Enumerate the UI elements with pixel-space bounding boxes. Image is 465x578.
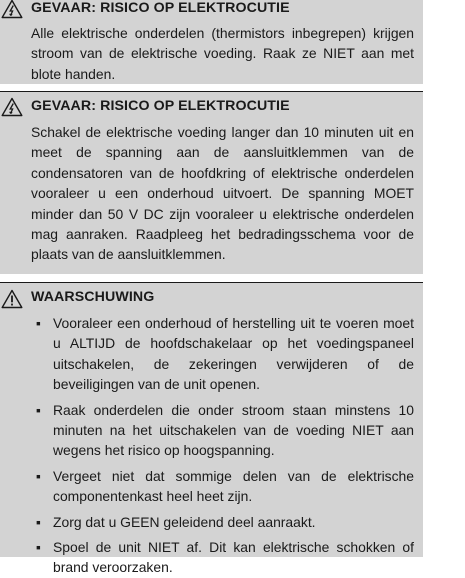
list-item — [31, 400, 414, 461]
danger-text: Schakel de elektrische voeding langer dan 10 minuten uit en meet de spanning aan de aansluitklemmen van de condensatoren van de hoofdkring of elektrische onderdelen vooraleer u een onderhoud uitvoert. De spanning MOET minder dan 50 V DC zijn vooraleer u elektrische onderdelen mag aanraken. Raadpleeg het bedradingsschema voor de plaats van de aansluitklemmen. — [31, 124, 414, 263]
list-item — [31, 313, 414, 395]
warning-title: WAARSCHUWING — [31, 289, 155, 305]
list-item-text: Vergeet niet dat sommige delen van de elektrische componentenkast heel heet zijn. — [53, 467, 414, 505]
danger-title: GEVAAR: RISICO OP ELEKTROCUTIE — [31, 0, 290, 16]
warning-list — [31, 313, 414, 578]
list-item — [31, 466, 414, 507]
danger-box-1 — [0, 0, 423, 84]
bullet-marker: ▪ — [36, 539, 41, 556]
danger-box-2 — [0, 91, 423, 274]
list-item — [31, 512, 414, 532]
list-item-text: Spoel de unit NIET af. Dit kan elektrische schokken of brand veroorzaken. — [53, 539, 414, 576]
list-item-text: Vooraleer een onderhoud of herstelling uit te voeren moet u ALTIJD de hoofdschakelaar op het voedingspaneel uitschakelen, de zekeringen verwijderen of de beveiligingen van de unit openen. — [53, 315, 414, 393]
bullet-marker: ▪ — [36, 315, 41, 331]
electrical-hazard-warning-icon — [1, 97, 23, 117]
list-item-text: Raak onderdelen die onder stroom staan minstens 10 minuten na het uitschakelen van de voeding NIET aan wegens het risico op hoogspanning. — [53, 401, 414, 459]
list-item-text: Zorg dat u GEEN geleidend deel aanraakt. — [53, 513, 316, 530]
bullet-marker: ▪ — [36, 401, 41, 418]
warning-box — [0, 282, 423, 576]
danger-text: Alle elektrische onderdelen (thermistors inbegrepen) krijgen stroom van de elektrische voeding. Raak ze NIET aan met blote handen. — [31, 25, 414, 82]
bullet-marker: ▪ — [36, 467, 41, 484]
electrical-hazard-warning-icon — [1, 0, 23, 19]
general-warning-icon — [1, 289, 23, 309]
bullet-marker: ▪ — [36, 513, 41, 530]
danger-title: GEVAAR: RISICO OP ELEKTROCUTIE — [31, 98, 290, 114]
list-item — [31, 537, 414, 578]
